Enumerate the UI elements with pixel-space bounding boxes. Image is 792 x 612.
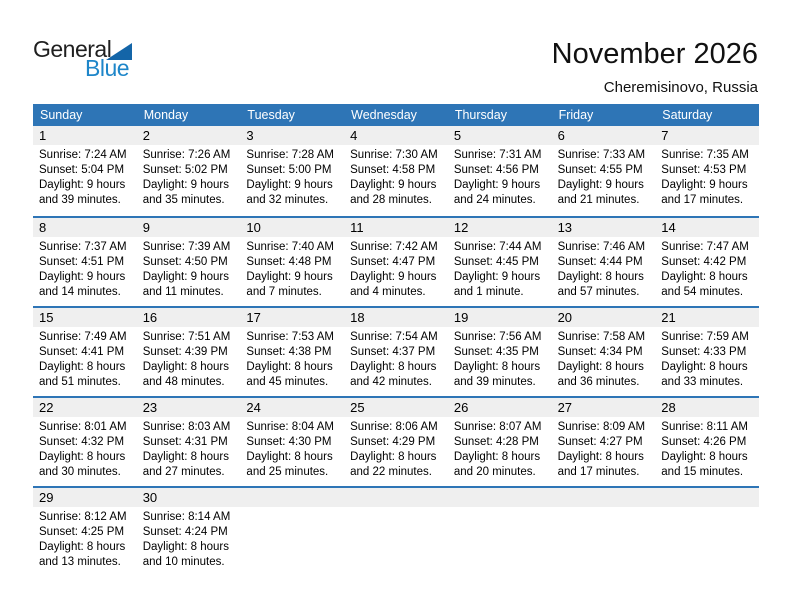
weekday-header-friday: Friday — [558, 108, 594, 122]
sunset-text: Sunset: 4:42 PM — [661, 256, 747, 268]
daylight-text-line1: Daylight: 8 hours — [661, 361, 748, 373]
daylight-text-line1: Daylight: 8 hours — [661, 451, 748, 463]
sunset-text: Sunset: 4:45 PM — [453, 256, 539, 268]
daylight-text-line1: Daylight: 8 hours — [661, 271, 748, 283]
day-number: 26 — [453, 400, 469, 415]
day-number: 15 — [39, 310, 54, 325]
sunset-text: Sunset: 5:00 PM — [246, 164, 332, 176]
day-number — [655, 488, 759, 507]
day-number: 17 — [246, 310, 261, 325]
daylight-text-line2: and 22 minutes. — [350, 466, 432, 478]
sunset-text: Sunset: 4:55 PM — [557, 164, 643, 176]
calendar-cell — [344, 327, 448, 390]
calendar-cell — [655, 237, 759, 300]
daylight-text-line2: and 17 minutes. — [661, 194, 744, 206]
daylight-text-line2: and 13 minutes. — [39, 556, 121, 568]
daylight-text-line1: Daylight: 8 hours — [142, 451, 229, 463]
daylight-text-line2: and 14 minutes. — [39, 286, 121, 298]
daylight-text-line1: Daylight: 9 hours — [350, 179, 437, 191]
week-row — [33, 486, 759, 576]
sunset-text: Sunset: 5:02 PM — [142, 164, 228, 176]
page-title: November 2026 — [551, 38, 758, 70]
daylight-text-line1: Daylight: 8 hours — [557, 361, 644, 373]
daylight-text-line1: Daylight: 9 hours — [246, 179, 333, 191]
daylight-text-line2: and 57 minutes. — [557, 286, 640, 298]
daylight-text-line2: and 45 minutes. — [246, 376, 329, 388]
day-number: 27 — [557, 400, 573, 415]
daylight-text-line1: Daylight: 9 hours — [246, 271, 333, 283]
calendar-cell — [552, 145, 656, 208]
daylight-text-line2: and 42 minutes. — [350, 376, 432, 388]
calendar-cell — [137, 327, 241, 390]
weekday-header-sunday: Sunday — [40, 108, 83, 122]
sunset-text: Sunset: 4:24 PM — [142, 526, 228, 538]
day-number: 20 — [557, 310, 573, 325]
daylight-text-line2: and 35 minutes. — [142, 194, 225, 206]
day-number: 11 — [350, 220, 364, 235]
weekday-header-tuesday: Tuesday — [247, 108, 295, 122]
daylight-text-line1: Daylight: 8 hours — [39, 451, 126, 463]
calendar-cell — [33, 507, 137, 570]
calendar-cell — [655, 145, 759, 208]
weekday-header-monday: Monday — [143, 108, 189, 122]
day-number: 16 — [142, 310, 158, 325]
sunset-text: Sunset: 4:31 PM — [142, 436, 228, 448]
sunrise-text: Sunrise: 8:11 AM — [661, 421, 749, 433]
sunset-text: Sunset: 4:37 PM — [350, 346, 436, 358]
calendar-cell — [344, 417, 448, 480]
daylight-text-line1: Daylight: 8 hours — [557, 451, 644, 463]
calendar-cell — [552, 237, 656, 300]
daylight-text-line2: and 11 minutes. — [142, 286, 224, 298]
daylight-text-line1: Daylight: 9 hours — [661, 179, 748, 191]
sunrise-text: Sunrise: 7:51 AM — [142, 331, 231, 343]
sunrise-text: Sunrise: 7:58 AM — [557, 331, 646, 343]
day-number: 1 — [39, 128, 47, 143]
week-row — [33, 216, 759, 306]
calendar-cell — [344, 507, 448, 570]
sunrise-text: Sunrise: 7:35 AM — [661, 149, 749, 161]
daylight-text-line2: and 27 minutes. — [142, 466, 225, 478]
week-content — [33, 237, 759, 300]
week-content — [33, 327, 759, 390]
calendar-cell — [448, 237, 552, 300]
calendar-cell — [137, 507, 241, 570]
sunrise-text: Sunrise: 7:42 AM — [350, 241, 438, 253]
day-number: 6 — [557, 128, 565, 143]
day-number: 8 — [39, 220, 47, 235]
sunset-text: Sunset: 4:53 PM — [661, 164, 747, 176]
day-number: 29 — [39, 490, 54, 505]
calendar-cell — [33, 145, 137, 208]
calendar-cell — [552, 327, 656, 390]
sunrise-text: Sunrise: 7:56 AM — [453, 331, 542, 343]
day-number: 18 — [350, 310, 365, 325]
sunset-text: Sunset: 4:41 PM — [39, 346, 125, 358]
daylight-text-line2: and 54 minutes. — [661, 286, 744, 298]
calendar-cell — [552, 507, 656, 570]
daylight-text-line1: Daylight: 9 hours — [557, 179, 644, 191]
daylight-text-line2: and 4 minutes. — [350, 286, 426, 298]
daylight-text-line2: and 32 minutes. — [246, 194, 329, 206]
daylight-text-line2: and 30 minutes. — [39, 466, 121, 478]
weekday-header-wednesday: Wednesday — [351, 108, 417, 122]
daylight-text-line2: and 24 minutes. — [453, 194, 536, 206]
daylight-text-line1: Daylight: 9 hours — [142, 179, 229, 191]
day-number: 9 — [142, 220, 150, 235]
sunrise-text: Sunrise: 8:14 AM — [142, 511, 231, 523]
daylight-text-line2: and 17 minutes. — [557, 466, 640, 478]
daylight-text-line1: Daylight: 8 hours — [142, 361, 229, 373]
calendar-weeks — [33, 126, 759, 576]
sunset-text: Sunset: 4:50 PM — [142, 256, 228, 268]
calendar-cell — [240, 417, 344, 480]
sunset-text: Sunset: 4:47 PM — [350, 256, 436, 268]
sunrise-text: Sunrise: 8:07 AM — [453, 421, 542, 433]
weekday-header-row — [33, 104, 759, 126]
sunset-text: Sunset: 4:56 PM — [453, 164, 539, 176]
general-blue-logo — [33, 38, 163, 80]
daylight-text-line1: Daylight: 8 hours — [557, 271, 644, 283]
daylight-text-line1: Daylight: 9 hours — [142, 271, 229, 283]
day-number — [240, 488, 344, 507]
daylight-text-line2: and 10 minutes. — [142, 556, 225, 568]
daylight-text-line1: Daylight: 8 hours — [350, 361, 437, 373]
daylight-text-line2: and 20 minutes. — [453, 466, 536, 478]
calendar-cell — [137, 417, 241, 480]
calendar-cell — [448, 145, 552, 208]
sunset-text: Sunset: 4:29 PM — [350, 436, 436, 448]
calendar-cell — [448, 507, 552, 570]
sunset-text: Sunset: 4:44 PM — [557, 256, 643, 268]
day-number: 25 — [350, 400, 365, 415]
daylight-text-line2: and 33 minutes. — [661, 376, 744, 388]
day-number-band — [33, 126, 759, 145]
sunrise-text: Sunrise: 7:59 AM — [661, 331, 749, 343]
daylight-text-line2: and 25 minutes. — [246, 466, 329, 478]
sunrise-text: Sunrise: 7:39 AM — [142, 241, 231, 253]
calendar-cell — [137, 145, 241, 208]
page-subtitle: Cheremisinovo, Russia — [603, 79, 758, 96]
day-number — [344, 488, 448, 507]
daylight-text-line1: Daylight: 8 hours — [246, 361, 333, 373]
logo-text-blue: Blue — [85, 55, 130, 81]
sunrise-text: Sunrise: 7:49 AM — [39, 331, 127, 343]
sunrise-text: Sunrise: 8:01 AM — [39, 421, 127, 433]
calendar-cell — [33, 237, 137, 300]
sunrise-text: Sunrise: 7:33 AM — [557, 149, 646, 161]
week-row — [33, 126, 759, 216]
daylight-text-line2: and 21 minutes. — [557, 194, 640, 206]
daylight-text-line2: and 48 minutes. — [142, 376, 225, 388]
calendar-cell — [552, 417, 656, 480]
day-number — [448, 488, 552, 507]
day-number: 14 — [661, 220, 676, 235]
sunrise-text: Sunrise: 8:12 AM — [39, 511, 127, 523]
day-number-band — [33, 398, 759, 417]
day-number: 28 — [661, 400, 676, 415]
calendar-cell — [33, 327, 137, 390]
sunrise-text: Sunrise: 7:47 AM — [661, 241, 749, 253]
day-number: 7 — [661, 128, 669, 143]
calendar-cell — [344, 237, 448, 300]
daylight-text-line1: Daylight: 8 hours — [246, 451, 333, 463]
calendar-cell — [655, 507, 759, 570]
sunrise-text: Sunrise: 8:09 AM — [557, 421, 646, 433]
day-number: 4 — [350, 128, 358, 143]
day-number: 19 — [453, 310, 469, 325]
daylight-text-line2: and 51 minutes. — [39, 376, 121, 388]
day-number: 13 — [557, 220, 573, 235]
weekday-header-thursday: Thursday — [454, 108, 507, 122]
sunrise-text: Sunrise: 7:53 AM — [246, 331, 334, 343]
daylight-text-line1: Daylight: 8 hours — [350, 451, 437, 463]
calendar-cell — [240, 507, 344, 570]
day-number: 3 — [246, 128, 254, 143]
daylight-text-line1: Daylight: 8 hours — [39, 361, 126, 373]
sunrise-text: Sunrise: 7:54 AM — [350, 331, 438, 343]
calendar-cell — [240, 327, 344, 390]
day-number: 23 — [142, 400, 158, 415]
sunset-text: Sunset: 4:35 PM — [453, 346, 539, 358]
sunrise-text: Sunrise: 7:30 AM — [350, 149, 438, 161]
day-number: 10 — [246, 220, 261, 235]
sunrise-text: Sunrise: 7:40 AM — [246, 241, 334, 253]
daylight-text-line2: and 39 minutes. — [39, 194, 121, 206]
week-content — [33, 507, 759, 570]
day-number-band — [33, 218, 759, 237]
sunrise-text: Sunrise: 8:04 AM — [246, 421, 334, 433]
sunset-text: Sunset: 4:39 PM — [142, 346, 228, 358]
calendar-cell — [240, 145, 344, 208]
daylight-text-line1: Daylight: 9 hours — [453, 179, 541, 191]
daylight-text-line1: Daylight: 9 hours — [39, 179, 126, 191]
sunrise-text: Sunrise: 7:31 AM — [453, 149, 542, 161]
daylight-text-line2: and 28 minutes. — [350, 194, 432, 206]
sunset-text: Sunset: 4:48 PM — [246, 256, 332, 268]
sunset-text: Sunset: 4:25 PM — [39, 526, 125, 538]
daylight-text-line2: and 1 minute. — [453, 286, 524, 298]
daylight-text-line1: Daylight: 9 hours — [39, 271, 126, 283]
sunrise-text: Sunrise: 8:03 AM — [142, 421, 231, 433]
calendar-cell — [344, 145, 448, 208]
daylight-text-line2: and 39 minutes. — [453, 376, 536, 388]
day-number-band — [33, 488, 759, 507]
sunset-text: Sunset: 4:28 PM — [453, 436, 539, 448]
sunset-text: Sunset: 4:33 PM — [661, 346, 747, 358]
sunrise-text: Sunrise: 8:06 AM — [350, 421, 438, 433]
day-number: 24 — [246, 400, 261, 415]
sunrise-text: Sunrise: 7:44 AM — [453, 241, 542, 253]
weekday-header-saturday: Saturday — [662, 108, 713, 122]
sunset-text: Sunset: 4:30 PM — [246, 436, 332, 448]
sunset-text: Sunset: 4:58 PM — [350, 164, 436, 176]
sunset-text: Sunset: 4:27 PM — [557, 436, 643, 448]
calendar-cell — [655, 327, 759, 390]
day-number: 21 — [661, 310, 676, 325]
daylight-text-line1: Daylight: 8 hours — [453, 361, 541, 373]
daylight-text-line1: Daylight: 8 hours — [142, 541, 229, 553]
day-number: 12 — [453, 220, 469, 235]
day-number-band — [33, 308, 759, 327]
sunset-text: Sunset: 5:04 PM — [39, 164, 125, 176]
calendar-cell — [240, 237, 344, 300]
sunset-text: Sunset: 4:32 PM — [39, 436, 125, 448]
sunset-text: Sunset: 4:34 PM — [557, 346, 643, 358]
daylight-text-line2: and 36 minutes. — [557, 376, 640, 388]
calendar-cell — [655, 417, 759, 480]
sunrise-text: Sunrise: 7:46 AM — [557, 241, 646, 253]
daylight-text-line1: Daylight: 9 hours — [453, 271, 541, 283]
week-content — [33, 145, 759, 208]
calendar-cell — [33, 417, 137, 480]
sunset-text: Sunset: 4:38 PM — [246, 346, 332, 358]
sunrise-text: Sunrise: 7:26 AM — [142, 149, 231, 161]
sunset-text: Sunset: 4:26 PM — [661, 436, 747, 448]
day-number: 5 — [453, 128, 462, 143]
daylight-text-line2: and 7 minutes. — [246, 286, 322, 298]
sunrise-text: Sunrise: 7:28 AM — [246, 149, 334, 161]
sunrise-text: Sunrise: 7:37 AM — [39, 241, 127, 253]
daylight-text-line1: Daylight: 8 hours — [453, 451, 541, 463]
daylight-text-line1: Daylight: 8 hours — [39, 541, 126, 553]
day-number: 22 — [39, 400, 54, 415]
day-number: 2 — [142, 128, 150, 143]
daylight-text-line1: Daylight: 9 hours — [350, 271, 437, 283]
calendar-cell — [137, 237, 241, 300]
logo-text-general: General — [33, 36, 112, 62]
day-number — [552, 488, 656, 507]
calendar-cell — [448, 417, 552, 480]
week-content — [33, 417, 759, 480]
week-row — [33, 396, 759, 486]
calendar — [33, 104, 759, 576]
sunset-text: Sunset: 4:51 PM — [39, 256, 125, 268]
calendar-cell — [448, 327, 552, 390]
day-number: 30 — [142, 490, 158, 505]
sunrise-text: Sunrise: 7:24 AM — [39, 149, 127, 161]
week-row — [33, 306, 759, 396]
daylight-text-line2: and 15 minutes. — [661, 466, 744, 478]
